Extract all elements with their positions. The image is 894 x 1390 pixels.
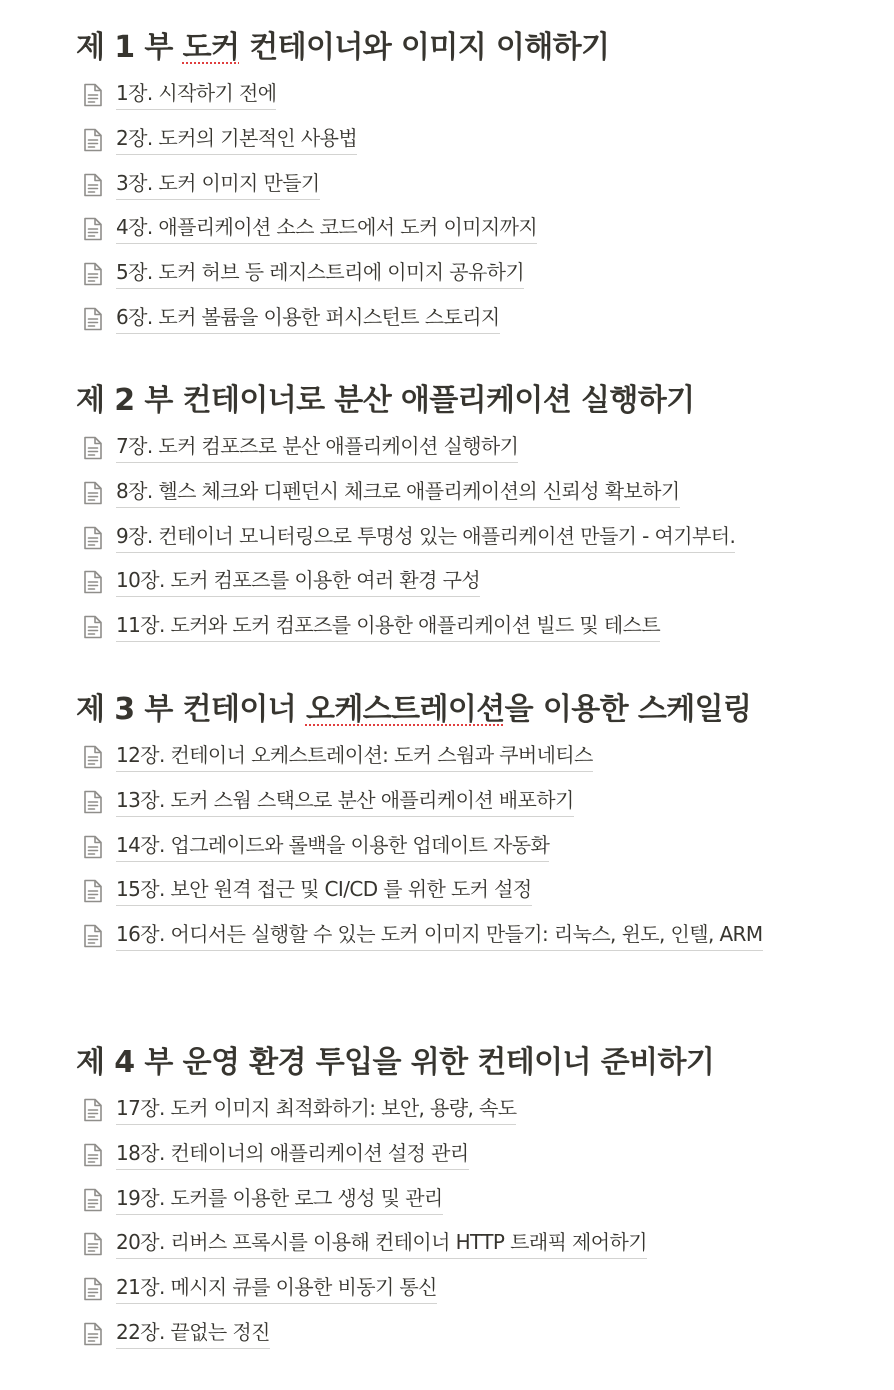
chapter-page-link[interactable] [76, 1093, 876, 1138]
page-document-icon [82, 82, 104, 108]
page-document-icon [82, 1142, 104, 1168]
chapter-title: 4장. 애플리케이션 소스 코드에서 도커 이미지까지 [116, 212, 537, 244]
part-1-heading [76, 26, 876, 70]
chapter-page-link[interactable] [76, 212, 876, 257]
chapter-page-link[interactable] [76, 302, 876, 347]
page-document-icon [82, 1097, 104, 1123]
chapter-title: 14장. 업그레이드와 롤백을 이용한 업데이트 자동화 [116, 830, 549, 862]
part-2-heading [76, 379, 876, 423]
chapter-title: 16장. 어디서든 실행할 수 있는 도커 이미지 만들기: 리눅스, 윈도, 인텔, ARM [116, 919, 763, 951]
page-document-icon [82, 1276, 104, 1302]
part-2-heading-pre: 제 2 부 컨테이너로 분산 애플리케이션 실행하기 [76, 383, 695, 418]
page-document-icon [82, 1231, 104, 1257]
chapter-title: 3장. 도커 이미지 만들기 [116, 168, 320, 200]
chapter-page-link[interactable] [76, 610, 876, 655]
chapter-title: 21장. 메시지 큐를 이용한 비동기 통신 [116, 1272, 437, 1304]
page-document-icon [82, 261, 104, 287]
part-1-heading-post: 컨테이너와 이미지 이해하기 [239, 30, 610, 65]
part-4-heading [76, 1041, 876, 1085]
page-document-icon [82, 127, 104, 153]
chapter-page-link[interactable] [76, 123, 876, 168]
part-3-section [76, 688, 876, 964]
chapter-page-link[interactable] [76, 919, 876, 964]
chapter-page-link[interactable] [76, 1317, 876, 1362]
chapter-page-link[interactable] [76, 565, 876, 610]
chapter-page-link[interactable] [76, 476, 876, 521]
chapter-page-link[interactable] [76, 785, 876, 830]
chapter-title: 13장. 도커 스웜 스택으로 분산 애플리케이션 배포하기 [116, 785, 574, 817]
chapter-title: 15장. 보안 원격 접근 및 CI/CD 를 위한 도커 설정 [116, 874, 532, 906]
page-document-icon [82, 923, 104, 949]
chapter-title: 1장. 시작하기 전에 [116, 78, 276, 110]
chapter-title: 18장. 컨테이너의 애플리케이션 설정 관리 [116, 1138, 469, 1170]
chapter-title: 10장. 도커 컴포즈를 이용한 여러 환경 구성 [116, 565, 480, 597]
page-document-icon [82, 525, 104, 551]
chapter-page-link[interactable] [76, 874, 876, 919]
chapter-title: 6장. 도커 볼륨을 이용한 퍼시스턴트 스토리지 [116, 302, 500, 334]
chapter-title: 19장. 도커를 이용한 로그 생성 및 관리 [116, 1183, 443, 1215]
page-document-icon [82, 1321, 104, 1347]
page-document-icon [82, 789, 104, 815]
page-document-icon [82, 878, 104, 904]
chapter-title: 7장. 도커 컴포즈로 분산 애플리케이션 실행하기 [116, 431, 518, 463]
page-document-icon [82, 569, 104, 595]
chapter-title: 5장. 도커 허브 등 레지스트리에 이미지 공유하기 [116, 257, 524, 289]
chapter-page-link[interactable] [76, 431, 876, 476]
page-document-icon [82, 744, 104, 770]
chapter-page-link[interactable] [76, 521, 876, 566]
part-1-heading-pre: 제 1 부 [76, 30, 183, 65]
part-2-chapter-list [76, 431, 876, 655]
chapter-title: 20장. 리버스 프록시를 이용해 컨테이너 HTTP 트래픽 제어하기 [116, 1227, 647, 1259]
page-document-icon [82, 480, 104, 506]
chapter-title: 12장. 컨테이너 오케스트레이션: 도커 스웜과 쿠버네티스 [116, 740, 593, 772]
page-document-icon [82, 435, 104, 461]
chapter-page-link[interactable] [76, 1272, 876, 1317]
page-document-icon [82, 306, 104, 332]
part-3-heading-post: 을 이용한 스케일링 [504, 692, 752, 727]
chapter-page-link[interactable] [76, 78, 876, 123]
page-document-icon [82, 1187, 104, 1213]
part-3-heading-pre: 제 3 부 컨테이너 [76, 692, 306, 727]
part-4-chapter-list [76, 1093, 876, 1362]
chapter-title: 11장. 도커와 도커 컴포즈를 이용한 애플리케이션 빌드 및 테스트 [116, 610, 660, 642]
chapter-page-link[interactable] [76, 740, 876, 785]
part-3-heading-misspelled-word: 오케스트레이션 [305, 692, 505, 727]
chapter-title: 9장. 컨테이너 모니터링으로 투명성 있는 애플리케이션 만들기 - 여기부터. [116, 521, 735, 553]
part-3-chapter-list [76, 740, 876, 964]
part-1-chapter-list [76, 78, 876, 347]
chapter-page-link[interactable] [76, 168, 876, 213]
chapter-page-link[interactable] [76, 1138, 876, 1183]
page-document-icon [82, 172, 104, 198]
part-1-section [76, 26, 876, 347]
chapter-title: 22장. 끝없는 정진 [116, 1317, 270, 1349]
page-document-icon [82, 614, 104, 640]
part-4-section [76, 1041, 876, 1362]
chapter-title: 8장. 헬스 체크와 디펜던시 체크로 애플리케이션의 신뢰성 확보하기 [116, 476, 680, 508]
part-1-heading-misspelled-word: 도커 [182, 30, 240, 65]
page-document-icon [82, 834, 104, 860]
page-document-icon [82, 216, 104, 242]
chapter-page-link[interactable] [76, 257, 876, 302]
chapter-page-link[interactable] [76, 1183, 876, 1228]
part-2-section [76, 379, 876, 655]
part-4-heading-pre: 제 4 부 운영 환경 투입을 위한 컨테이너 준비하기 [76, 1045, 715, 1080]
chapter-page-link[interactable] [76, 1227, 876, 1272]
chapter-page-link[interactable] [76, 830, 876, 875]
part-3-heading [76, 688, 876, 732]
chapter-title: 2장. 도커의 기본적인 사용법 [116, 123, 357, 155]
chapter-title: 17장. 도커 이미지 최적화하기: 보안, 용량, 속도 [116, 1093, 516, 1125]
